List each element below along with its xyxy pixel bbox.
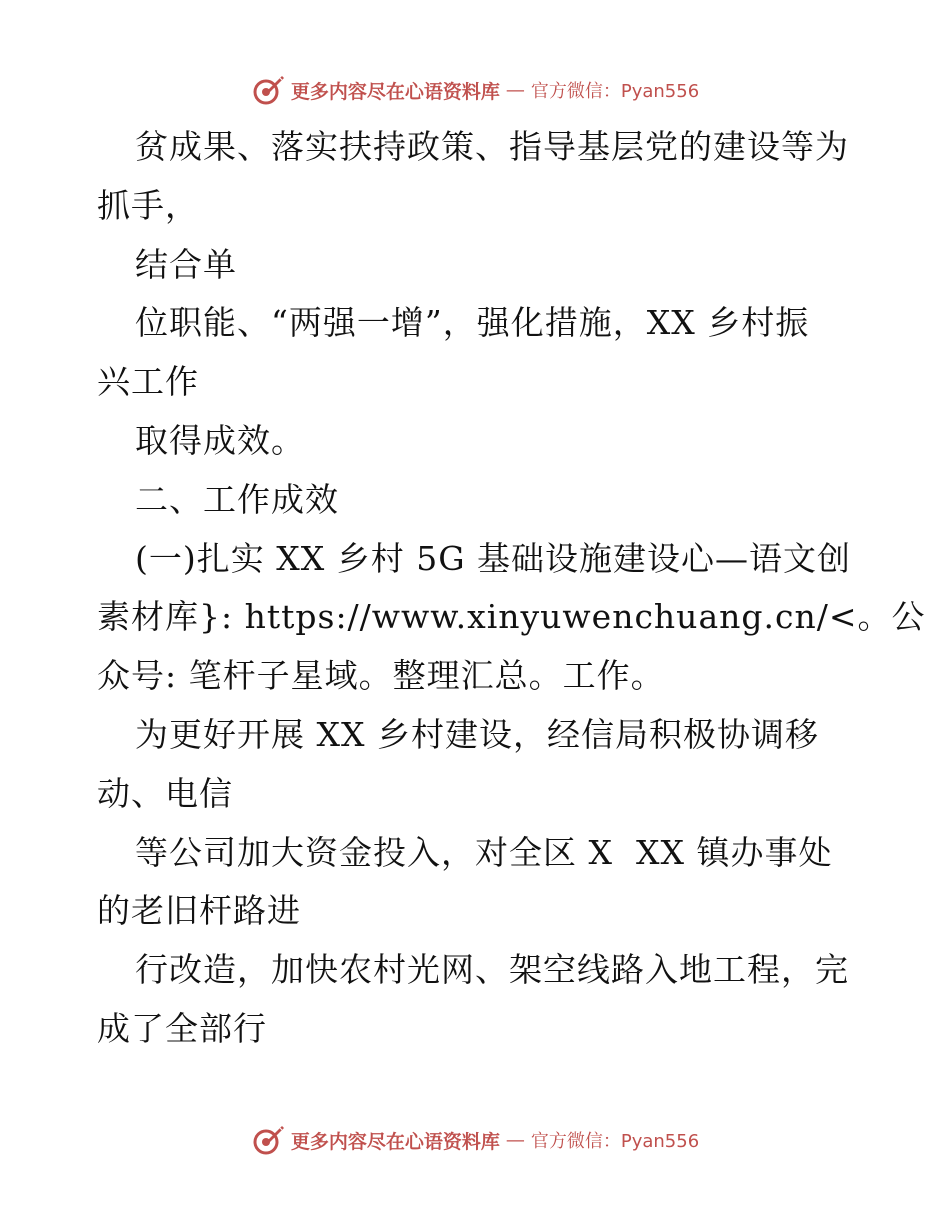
header-watermark-banner [0,70,950,110]
footer-watermark-banner [0,1120,950,1160]
text-line: 位职能、“两强一增”，强化措施，XX 乡村振 [135,303,810,343]
banner-wechat-text: 官方微信：Pyan556 [530,81,700,102]
text-line: 的老旧杆路进 [97,891,301,931]
text-line: 结合单 [135,244,237,284]
text-line: 等公司加大资金投入，对全区 X XX 镇办事处 [135,832,833,872]
text-line: 动、电信 [97,773,233,813]
subsection-heading: (一)扎实 XX 乡村 5G 基础设施建设心—语文创 [135,538,852,578]
text-line: 贫成果、落实扶持政策、指导基层党的建设等为 [135,127,849,166]
pen-logo-icon [251,1123,285,1157]
text-line: 为更好开展 XX 乡村建设，经信局积极协调移 [135,714,819,754]
body-text [97,118,926,1059]
pen-logo-icon [251,73,285,107]
text-line: 兴工作 [97,362,199,402]
text-line: 素材库}: https://www.xinyuwenchuang.cn/<。公 [97,597,926,637]
banner-site-text: 更多内容尽在心语资料库 [290,1130,500,1153]
banner-separator: — [505,1129,525,1151]
banner-wechat-text: 官方微信：Pyan556 [530,1131,700,1152]
banner-separator: — [505,79,525,101]
text-line: 成了全部行 [97,1008,267,1048]
text-line: 抓手， [97,185,199,225]
text-line: 众号: 笔杆子星域。整理汇总。工作。 [97,656,665,696]
text-line: 取得成效。 [135,420,305,460]
text-line: 行改造，加快农村光网、架空线路入地工程，完 [135,950,849,990]
section-heading: 二、工作成效 [135,479,339,519]
banner-site-text: 更多内容尽在心语资料库 [290,80,500,103]
